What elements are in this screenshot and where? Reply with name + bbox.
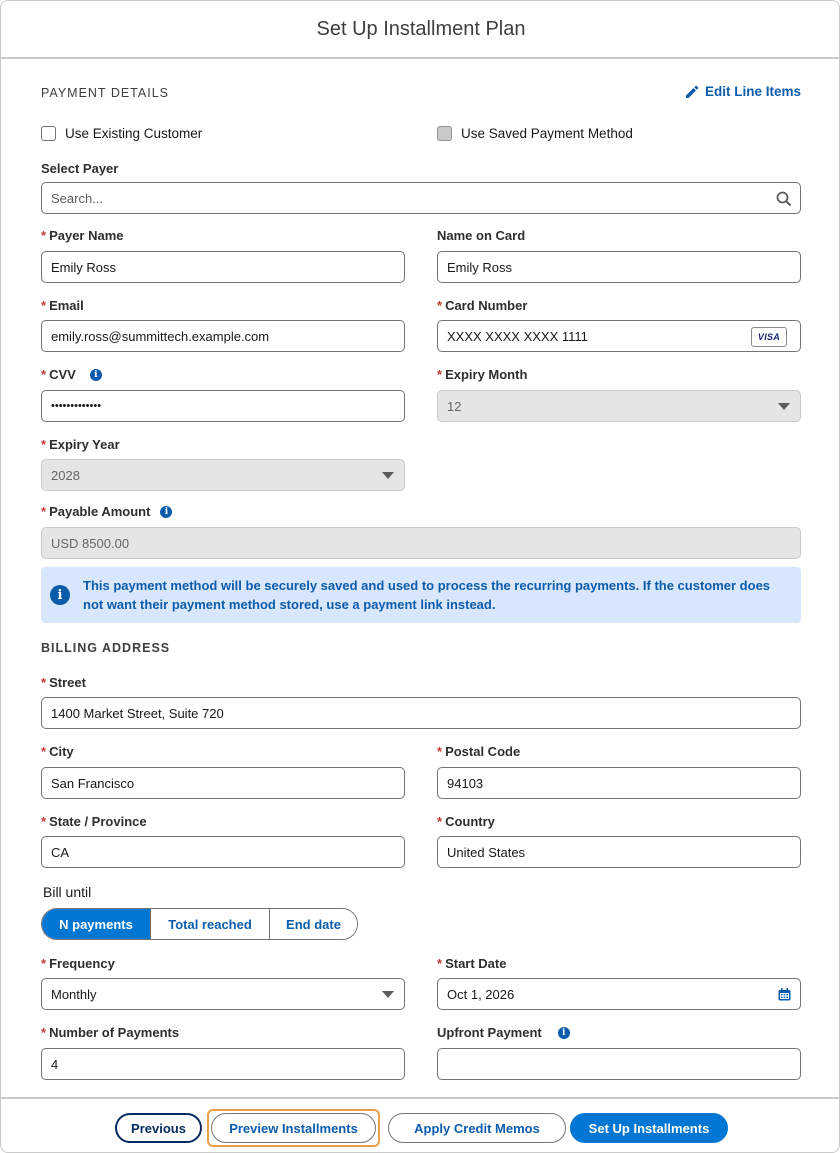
select-payer-label xyxy=(41,161,118,176)
use-existing-customer-checkbox-row[interactable] xyxy=(41,126,202,141)
card-number-value: XXXX XXXX XXXX 1111 xyxy=(447,328,588,344)
required-marker: * xyxy=(41,744,47,759)
billing-address-heading: BILLING ADDRESS xyxy=(41,641,171,655)
state-input[interactable] xyxy=(41,836,405,868)
upfront-payment-input[interactable] xyxy=(437,1048,801,1080)
cvv-label xyxy=(41,367,102,382)
info-icon[interactable]: i xyxy=(160,506,172,518)
email-label-text: Email xyxy=(49,298,84,313)
name-on-card-label-text: Name on Card xyxy=(437,228,526,243)
expiry-month-value: 12 xyxy=(447,398,462,414)
start-date-label-text: Start Date xyxy=(445,956,507,971)
chevron-down-icon xyxy=(382,472,394,479)
required-marker: * xyxy=(437,956,443,971)
use-saved-payment-method-label: Use Saved Payment Method xyxy=(461,126,633,141)
street-label-text: Street xyxy=(49,675,86,690)
postal-code-label xyxy=(437,744,520,759)
city-value: San Francisco xyxy=(51,775,135,791)
use-saved-payment-method-checkbox xyxy=(437,126,452,141)
city-label xyxy=(41,744,74,759)
select-payer-label-text: Select Payer xyxy=(41,161,119,176)
upfront-payment-label xyxy=(437,1025,570,1040)
expiry-month-label-text: Expiry Month xyxy=(445,367,528,382)
postal-code-label-text: Postal Code xyxy=(445,744,521,759)
expiry-year-label xyxy=(41,437,120,452)
start-date-input[interactable] xyxy=(437,978,801,1010)
card-number-label-text: Card Number xyxy=(445,298,528,313)
select-payer-search-input[interactable] xyxy=(41,182,801,214)
search-icon xyxy=(776,191,792,207)
street-value: 1400 Market Street, Suite 720 xyxy=(51,705,224,721)
card-number-label xyxy=(437,298,527,313)
name-on-card-value: Emily Ross xyxy=(447,259,513,275)
frequency-label-text: Frequency xyxy=(49,956,115,971)
edit-line-items-link[interactable] xyxy=(685,84,801,99)
info-message-text: This payment method will be securely saved and used to process the recurring payments. If the customer does not want their payment method stored, use a payment link instead. xyxy=(83,578,771,612)
payable-amount-value: USD 8500.00 xyxy=(51,535,130,551)
start-date-value: Oct 1, 2026 xyxy=(447,986,515,1002)
street-label xyxy=(41,675,86,690)
expiry-month-label xyxy=(437,367,527,382)
name-on-card-input[interactable] xyxy=(437,251,801,283)
info-icon: i xyxy=(50,585,70,605)
expiry-year-select xyxy=(41,459,405,491)
visa-icon: VISA xyxy=(751,327,787,347)
country-input[interactable] xyxy=(437,836,801,868)
required-marker: * xyxy=(41,367,47,382)
upfront-payment-label-text: Upfront Payment xyxy=(437,1025,542,1040)
country-label-text: Country xyxy=(445,814,495,829)
preview-installments-button[interactable]: Preview Installments xyxy=(211,1113,376,1143)
country-value: United States xyxy=(447,844,526,860)
email-value: emily.ross@summittech.example.com xyxy=(51,328,270,344)
modal-footer xyxy=(1,1097,840,1153)
required-marker: * xyxy=(437,298,443,313)
required-marker: * xyxy=(41,956,47,971)
calendar-icon[interactable] xyxy=(778,988,791,1001)
payer-name-label-text: Payer Name xyxy=(49,228,124,243)
country-label xyxy=(437,814,495,829)
required-marker: * xyxy=(41,675,47,690)
start-date-label xyxy=(437,956,506,971)
city-label-text: City xyxy=(49,744,74,759)
required-marker: * xyxy=(41,504,47,519)
use-existing-customer-label: Use Existing Customer xyxy=(65,126,203,141)
payer-name-value: Emily Ross xyxy=(51,259,117,275)
required-marker: * xyxy=(41,1025,47,1040)
state-value: CA xyxy=(51,844,70,860)
state-label-text: State / Province xyxy=(49,814,147,829)
frequency-label xyxy=(41,956,115,971)
email-field[interactable] xyxy=(41,320,405,352)
required-marker: * xyxy=(437,814,443,829)
card-number-input[interactable] xyxy=(437,320,801,352)
required-marker: * xyxy=(41,298,47,313)
required-marker: * xyxy=(437,744,443,759)
edit-line-items-label: Edit Line Items xyxy=(705,84,802,99)
bill-until-segmented-control xyxy=(41,908,358,940)
postal-code-input[interactable] xyxy=(437,767,801,799)
required-marker: * xyxy=(41,814,47,829)
payer-name-label xyxy=(41,228,124,243)
chevron-down-icon xyxy=(778,403,790,410)
use-existing-customer-checkbox[interactable] xyxy=(41,126,56,141)
info-icon[interactable]: i xyxy=(90,369,102,381)
required-marker: * xyxy=(437,367,443,382)
state-label xyxy=(41,814,147,829)
cvv-label-text: CVV xyxy=(49,367,76,382)
payer-name-input[interactable] xyxy=(41,251,405,283)
street-input[interactable] xyxy=(41,697,801,729)
modal-title: Set Up Installment Plan xyxy=(316,17,526,40)
expiry-year-label-text: Expiry Year xyxy=(49,437,120,452)
payable-amount-input xyxy=(41,527,801,559)
name-on-card-label xyxy=(437,228,525,243)
cvv-value: ••••••••••••• xyxy=(51,400,102,412)
number-of-payments-value: 4 xyxy=(51,1056,59,1072)
use-saved-payment-method-checkbox-row xyxy=(437,126,633,141)
search-placeholder: Search... xyxy=(51,190,104,206)
modal-header xyxy=(1,1,840,59)
payment-details-heading: PAYMENT DETAILS xyxy=(41,86,169,100)
chevron-down-icon xyxy=(382,991,394,998)
cvv-input[interactable] xyxy=(41,390,405,422)
previous-button[interactable]: Previous xyxy=(115,1113,202,1143)
required-marker: * xyxy=(41,228,47,243)
email-label xyxy=(41,298,84,313)
postal-code-value: 94103 xyxy=(447,775,484,791)
number-of-payments-label xyxy=(41,1025,179,1040)
payable-amount-label xyxy=(41,504,172,519)
expiry-year-value: 2028 xyxy=(51,467,80,483)
required-marker: * xyxy=(41,437,47,452)
bill-until-total-reached-button[interactable]: Total reached xyxy=(151,909,270,939)
expiry-month-select xyxy=(437,390,801,422)
set-up-installments-button[interactable]: Set Up Installments xyxy=(570,1113,728,1143)
bill-until-end-date-button[interactable]: End date xyxy=(270,909,357,939)
number-of-payments-input[interactable] xyxy=(41,1048,405,1080)
number-of-payments-label-text: Number of Payments xyxy=(49,1025,180,1040)
frequency-select[interactable] xyxy=(41,978,405,1010)
pencil-icon xyxy=(685,85,699,99)
frequency-value: Monthly xyxy=(51,986,97,1002)
bill-until-label: Bill until xyxy=(43,884,92,900)
payment-method-info-banner xyxy=(41,567,801,623)
city-input[interactable] xyxy=(41,767,405,799)
apply-credit-memos-button[interactable]: Apply Credit Memos xyxy=(388,1113,566,1143)
info-icon[interactable]: i xyxy=(558,1027,570,1039)
bill-until-n-payments-button[interactable]: N payments xyxy=(42,909,151,939)
payable-amount-label-text: Payable Amount xyxy=(49,504,151,519)
